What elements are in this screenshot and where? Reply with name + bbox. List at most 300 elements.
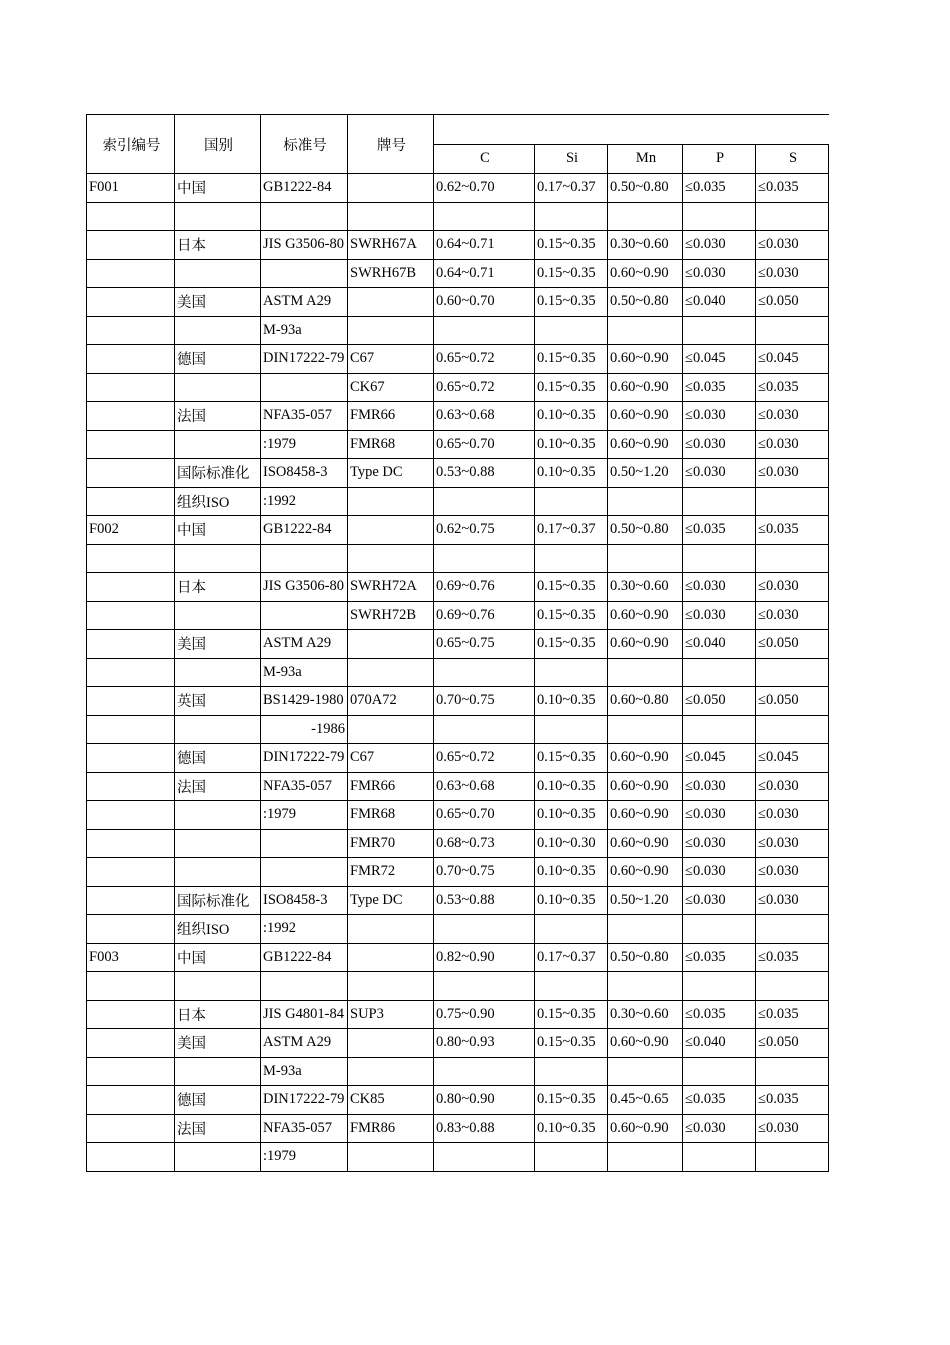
grade-cell: SUP3: [348, 1000, 434, 1029]
mn-cell: 0.60~0.90: [608, 345, 683, 374]
mn-cell: 0.50~0.80: [608, 288, 683, 317]
c-cell: [434, 915, 535, 944]
table-row: [87, 601, 829, 630]
standard-cell: [261, 202, 348, 231]
grade-cell: [348, 1143, 434, 1172]
country-cell: [175, 259, 261, 288]
standard-cell: GB1222-84: [261, 943, 348, 972]
index-cell: [87, 1086, 175, 1115]
si-cell: 0.15~0.35: [535, 373, 608, 402]
grade-cell: 070A72: [348, 687, 434, 716]
table-row: [87, 345, 829, 374]
index-cell: [87, 345, 175, 374]
header-row: [87, 115, 829, 145]
mn-cell: 0.50~0.80: [608, 516, 683, 545]
p-cell: ≤0.030: [683, 231, 756, 260]
s-cell: ≤0.030: [756, 829, 829, 858]
c-cell: [434, 1143, 535, 1172]
table-row: [87, 1057, 829, 1086]
si-cell: 0.10~0.35: [535, 858, 608, 887]
country-cell: 日本: [175, 573, 261, 602]
mn-cell: 0.60~0.80: [608, 687, 683, 716]
index-cell: [87, 202, 175, 231]
country-cell: 英国: [175, 687, 261, 716]
grade-cell: FMR68: [348, 801, 434, 830]
mn-cell: 0.50~0.80: [608, 943, 683, 972]
c-cell: 0.80~0.93: [434, 1029, 535, 1058]
header-grade: 牌号: [348, 115, 434, 174]
s-cell: [756, 316, 829, 345]
mn-cell: [608, 715, 683, 744]
s-cell: ≤0.030: [756, 259, 829, 288]
country-cell: 法国: [175, 772, 261, 801]
grade-cell: C67: [348, 744, 434, 773]
c-cell: [434, 202, 535, 231]
table-row: [87, 1114, 829, 1143]
mn-cell: 0.50~0.80: [608, 174, 683, 203]
s-cell: [756, 1143, 829, 1172]
c-cell: [434, 544, 535, 573]
si-cell: 0.10~0.35: [535, 687, 608, 716]
grade-cell: [348, 316, 434, 345]
p-cell: ≤0.030: [683, 829, 756, 858]
index-cell: [87, 373, 175, 402]
s-cell: ≤0.045: [756, 744, 829, 773]
mn-cell: [608, 1143, 683, 1172]
s-cell: [756, 1057, 829, 1086]
index-cell: [87, 687, 175, 716]
mn-cell: [608, 972, 683, 1001]
c-cell: 0.69~0.76: [434, 601, 535, 630]
s-cell: ≤0.045: [756, 345, 829, 374]
grade-cell: Type DC: [348, 459, 434, 488]
index-cell: [87, 1057, 175, 1086]
si-cell: 0.15~0.35: [535, 231, 608, 260]
grade-cell: FMR72: [348, 858, 434, 887]
grade-cell: [348, 288, 434, 317]
index-cell: [87, 487, 175, 516]
grade-cell: [348, 943, 434, 972]
standard-cell: M-93a: [261, 316, 348, 345]
country-cell: [175, 202, 261, 231]
p-cell: ≤0.035: [683, 1000, 756, 1029]
s-cell: [756, 487, 829, 516]
p-cell: ≤0.030: [683, 1114, 756, 1143]
c-cell: 0.80~0.90: [434, 1086, 535, 1115]
table-row: [87, 516, 829, 545]
index-cell: [87, 601, 175, 630]
table-row: [87, 658, 829, 687]
s-cell: ≤0.050: [756, 1029, 829, 1058]
si-cell: 0.10~0.35: [535, 772, 608, 801]
standard-cell: [261, 858, 348, 887]
grade-cell: SWRH67B: [348, 259, 434, 288]
mn-cell: 0.60~0.90: [608, 1114, 683, 1143]
s-cell: ≤0.030: [756, 886, 829, 915]
country-cell: [175, 858, 261, 887]
mn-cell: 0.60~0.90: [608, 601, 683, 630]
c-cell: 0.68~0.73: [434, 829, 535, 858]
standard-cell: NFA35-057: [261, 1114, 348, 1143]
country-cell: 中国: [175, 516, 261, 545]
standard-cell: ISO8458-3: [261, 459, 348, 488]
grade-cell: [348, 972, 434, 1001]
si-cell: 0.15~0.35: [535, 288, 608, 317]
grade-cell: Type DC: [348, 886, 434, 915]
p-cell: ≤0.040: [683, 288, 756, 317]
standard-cell: [261, 373, 348, 402]
standard-cell: -1986: [261, 715, 348, 744]
mn-cell: 0.60~0.90: [608, 858, 683, 887]
country-cell: 组织ISO: [175, 487, 261, 516]
index-cell: [87, 316, 175, 345]
s-cell: [756, 544, 829, 573]
table-row: [87, 687, 829, 716]
c-cell: 0.69~0.76: [434, 573, 535, 602]
si-cell: [535, 658, 608, 687]
table-row: [87, 858, 829, 887]
grade-cell: FMR66: [348, 402, 434, 431]
si-cell: [535, 915, 608, 944]
p-cell: [683, 202, 756, 231]
c-cell: 0.63~0.68: [434, 772, 535, 801]
country-cell: [175, 801, 261, 830]
country-cell: [175, 316, 261, 345]
p-cell: ≤0.030: [683, 573, 756, 602]
c-cell: 0.62~0.70: [434, 174, 535, 203]
s-cell: ≤0.035: [756, 1086, 829, 1115]
country-cell: [175, 972, 261, 1001]
index-cell: [87, 886, 175, 915]
country-cell: 美国: [175, 630, 261, 659]
standard-cell: JIS G3506-80: [261, 231, 348, 260]
index-cell: [87, 829, 175, 858]
country-cell: 中国: [175, 943, 261, 972]
mn-cell: 0.50~1.20: [608, 886, 683, 915]
grade-cell: [348, 1057, 434, 1086]
table-row: [87, 744, 829, 773]
index-cell: [87, 573, 175, 602]
p-cell: ≤0.030: [683, 402, 756, 431]
si-cell: 0.10~0.35: [535, 402, 608, 431]
table-row: [87, 715, 829, 744]
p-cell: [683, 658, 756, 687]
c-cell: [434, 972, 535, 1001]
s-cell: ≤0.050: [756, 288, 829, 317]
grade-cell: FMR86: [348, 1114, 434, 1143]
standard-cell: :1979: [261, 1143, 348, 1172]
country-cell: [175, 829, 261, 858]
s-cell: ≤0.030: [756, 801, 829, 830]
mn-cell: [608, 202, 683, 231]
s-cell: ≤0.035: [756, 1000, 829, 1029]
c-cell: 0.65~0.72: [434, 373, 535, 402]
mn-cell: 0.60~0.90: [608, 829, 683, 858]
mn-cell: [608, 915, 683, 944]
grade-cell: [348, 630, 434, 659]
country-cell: 德国: [175, 1086, 261, 1115]
mn-cell: 0.60~0.90: [608, 801, 683, 830]
si-cell: [535, 202, 608, 231]
c-cell: 0.82~0.90: [434, 943, 535, 972]
index-cell: [87, 715, 175, 744]
country-cell: 美国: [175, 288, 261, 317]
grade-cell: [348, 915, 434, 944]
c-cell: 0.65~0.72: [434, 345, 535, 374]
country-cell: [175, 1143, 261, 1172]
p-cell: [683, 715, 756, 744]
index-cell: [87, 459, 175, 488]
table-row: [87, 886, 829, 915]
si-cell: [535, 972, 608, 1001]
table-row: [87, 573, 829, 602]
si-cell: 0.17~0.37: [535, 174, 608, 203]
table-row: [87, 459, 829, 488]
p-cell: ≤0.040: [683, 630, 756, 659]
index-cell: [87, 402, 175, 431]
p-cell: ≤0.030: [683, 801, 756, 830]
p-cell: ≤0.030: [683, 858, 756, 887]
header-standard: 标准号: [261, 115, 348, 174]
si-cell: 0.15~0.35: [535, 601, 608, 630]
grade-cell: [348, 516, 434, 545]
index-cell: [87, 858, 175, 887]
si-cell: 0.10~0.30: [535, 829, 608, 858]
index-cell: [87, 972, 175, 1001]
mn-cell: 0.60~0.90: [608, 630, 683, 659]
standard-cell: [261, 972, 348, 1001]
country-cell: [175, 715, 261, 744]
c-cell: [434, 658, 535, 687]
si-cell: 0.15~0.35: [535, 630, 608, 659]
p-cell: ≤0.045: [683, 345, 756, 374]
p-cell: [683, 487, 756, 516]
mn-cell: 0.60~0.90: [608, 1029, 683, 1058]
standard-cell: NFA35-057: [261, 772, 348, 801]
s-cell: ≤0.030: [756, 402, 829, 431]
p-cell: ≤0.035: [683, 373, 756, 402]
index-cell: [87, 915, 175, 944]
s-cell: ≤0.050: [756, 630, 829, 659]
c-cell: 0.70~0.75: [434, 687, 535, 716]
p-cell: ≤0.030: [683, 772, 756, 801]
s-cell: [756, 658, 829, 687]
country-cell: [175, 544, 261, 573]
country-cell: 国际标准化: [175, 886, 261, 915]
index-cell: [87, 1000, 175, 1029]
si-cell: [535, 1143, 608, 1172]
standard-cell: :1992: [261, 487, 348, 516]
s-cell: ≤0.035: [756, 174, 829, 203]
index-cell: [87, 658, 175, 687]
standard-cell: BS1429-1980: [261, 687, 348, 716]
c-cell: [434, 1057, 535, 1086]
mn-cell: 0.60~0.90: [608, 430, 683, 459]
header-element-c: C: [434, 144, 535, 174]
si-cell: [535, 316, 608, 345]
si-cell: 0.10~0.35: [535, 430, 608, 459]
c-cell: 0.63~0.68: [434, 402, 535, 431]
c-cell: 0.75~0.90: [434, 1000, 535, 1029]
standard-cell: DIN17222-79: [261, 1086, 348, 1115]
index-cell: [87, 801, 175, 830]
steel-grade-comparison-table: [86, 114, 829, 1172]
table-row: [87, 231, 829, 260]
c-cell: [434, 715, 535, 744]
table-row: [87, 430, 829, 459]
c-cell: 0.60~0.70: [434, 288, 535, 317]
standard-cell: :1979: [261, 430, 348, 459]
mn-cell: 0.60~0.90: [608, 373, 683, 402]
country-cell: 美国: [175, 1029, 261, 1058]
grade-cell: [348, 202, 434, 231]
country-cell: 日本: [175, 231, 261, 260]
mn-cell: 0.30~0.60: [608, 573, 683, 602]
c-cell: 0.65~0.70: [434, 430, 535, 459]
standard-cell: DIN17222-79: [261, 744, 348, 773]
index-cell: [87, 231, 175, 260]
grade-cell: SWRH72B: [348, 601, 434, 630]
header-element-mn: Mn: [608, 144, 683, 174]
mn-cell: 0.60~0.90: [608, 402, 683, 431]
mn-cell: [608, 658, 683, 687]
s-cell: ≤0.030: [756, 430, 829, 459]
grade-cell: SWRH67A: [348, 231, 434, 260]
mn-cell: [608, 1057, 683, 1086]
header-element-s: S: [756, 144, 829, 174]
index-cell: [87, 1029, 175, 1058]
standard-cell: GB1222-84: [261, 174, 348, 203]
p-cell: ≤0.030: [683, 601, 756, 630]
index-cell: [87, 259, 175, 288]
si-cell: 0.15~0.35: [535, 1029, 608, 1058]
table-row: [87, 544, 829, 573]
country-cell: 组织ISO: [175, 915, 261, 944]
standard-cell: [261, 544, 348, 573]
table-row: [87, 1029, 829, 1058]
table-row: [87, 373, 829, 402]
table-row: [87, 972, 829, 1001]
p-cell: ≤0.035: [683, 1086, 756, 1115]
standard-cell: [261, 829, 348, 858]
s-cell: ≤0.035: [756, 516, 829, 545]
p-cell: [683, 915, 756, 944]
standard-cell: [261, 601, 348, 630]
mn-cell: 0.45~0.65: [608, 1086, 683, 1115]
table-row: [87, 630, 829, 659]
c-cell: 0.65~0.72: [434, 744, 535, 773]
index-cell: [87, 544, 175, 573]
p-cell: ≤0.030: [683, 259, 756, 288]
c-cell: [434, 487, 535, 516]
grade-cell: [348, 715, 434, 744]
table-row: [87, 487, 829, 516]
si-cell: [535, 487, 608, 516]
mn-cell: 0.60~0.90: [608, 259, 683, 288]
mn-cell: 0.50~1.20: [608, 459, 683, 488]
index-cell: [87, 1143, 175, 1172]
p-cell: ≤0.040: [683, 1029, 756, 1058]
si-cell: 0.10~0.35: [535, 801, 608, 830]
grade-cell: [348, 544, 434, 573]
mn-cell: 0.60~0.90: [608, 744, 683, 773]
grade-cell: [348, 1029, 434, 1058]
standard-cell: :1979: [261, 801, 348, 830]
si-cell: 0.15~0.35: [535, 1086, 608, 1115]
table-row: [87, 1086, 829, 1115]
p-cell: ≤0.030: [683, 459, 756, 488]
grade-cell: FMR68: [348, 430, 434, 459]
s-cell: [756, 915, 829, 944]
p-cell: ≤0.030: [683, 430, 756, 459]
si-cell: 0.15~0.35: [535, 259, 608, 288]
country-cell: 法国: [175, 402, 261, 431]
standard-cell: :1992: [261, 915, 348, 944]
s-cell: ≤0.050: [756, 687, 829, 716]
table-row: [87, 202, 829, 231]
si-cell: 0.15~0.35: [535, 345, 608, 374]
p-cell: ≤0.035: [683, 943, 756, 972]
s-cell: ≤0.030: [756, 601, 829, 630]
grade-cell: CK85: [348, 1086, 434, 1115]
p-cell: [683, 1143, 756, 1172]
si-cell: 0.10~0.35: [535, 886, 608, 915]
country-cell: 法国: [175, 1114, 261, 1143]
s-cell: ≤0.030: [756, 573, 829, 602]
index-cell: F003: [87, 943, 175, 972]
s-cell: ≤0.030: [756, 1114, 829, 1143]
c-cell: 0.62~0.75: [434, 516, 535, 545]
c-cell: 0.53~0.88: [434, 886, 535, 915]
index-cell: F001: [87, 174, 175, 203]
si-cell: 0.10~0.35: [535, 1114, 608, 1143]
grade-cell: [348, 174, 434, 203]
country-cell: [175, 430, 261, 459]
table-row: [87, 316, 829, 345]
header-element-p: P: [683, 144, 756, 174]
mn-cell: [608, 544, 683, 573]
standard-cell: NFA35-057: [261, 402, 348, 431]
standard-cell: ASTM A29: [261, 1029, 348, 1058]
p-cell: [683, 544, 756, 573]
standard-cell: ASTM A29: [261, 630, 348, 659]
standard-cell: M-93a: [261, 1057, 348, 1086]
c-cell: 0.53~0.88: [434, 459, 535, 488]
table-row: [87, 772, 829, 801]
country-cell: 德国: [175, 744, 261, 773]
p-cell: [683, 1057, 756, 1086]
p-cell: [683, 316, 756, 345]
index-cell: [87, 744, 175, 773]
grade-cell: CK67: [348, 373, 434, 402]
standard-cell: [261, 259, 348, 288]
c-cell: 0.70~0.75: [434, 858, 535, 887]
table-row: [87, 259, 829, 288]
p-cell: [683, 972, 756, 1001]
mn-cell: [608, 316, 683, 345]
c-cell: 0.64~0.71: [434, 259, 535, 288]
p-cell: ≤0.035: [683, 516, 756, 545]
grade-cell: SWRH72A: [348, 573, 434, 602]
si-cell: 0.15~0.35: [535, 1000, 608, 1029]
index-cell: [87, 1114, 175, 1143]
table-row: [87, 915, 829, 944]
si-cell: [535, 1057, 608, 1086]
standard-cell: M-93a: [261, 658, 348, 687]
grade-cell: FMR70: [348, 829, 434, 858]
table-row: [87, 1000, 829, 1029]
table-row: [87, 1143, 829, 1172]
